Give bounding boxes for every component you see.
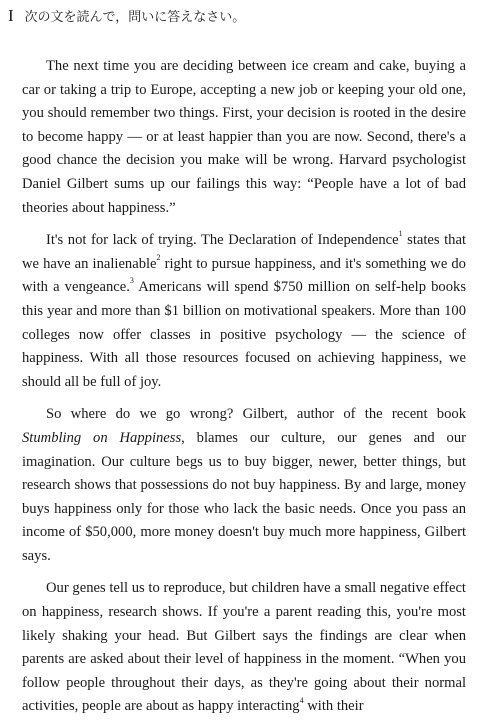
paragraph-text: So where do we go wrong? Gilbert, author of the recent book <box>46 406 466 423</box>
paragraph-text: Americans will spend $750 million on self-help books this year and more than $1 billion on motivational speakers. More than 100 colleges now offer classes in positive psychology — the science of happiness. With all those resources focused on achieving happiness, we should all be full of joy. <box>22 279 466 390</box>
paragraph-text: , blames our culture, our genes and our imagination. Our culture begs us to buy bigger, newer, better things, but research shows that possessions do not buy happiness. By and large, money buys happiness only for those who lack the basic needs. Once you pass an income of $50,000, more money doesn't buy much more happiness, Gilbert says. <box>22 429 466 564</box>
question-header <box>8 6 245 28</box>
paragraph-text: Our genes tell us to reproduce, but children have a small negative effect on happiness, research shows. If you're a parent reading this, you're most likely shaking your head. But Gilbert says the findings are clear when parents are asked about their level of happiness in the moment. “When you follow people throughout their days, as they're going about their normal activities, people are about as happy interacting <box>22 580 466 715</box>
paragraph-text: The next time you are deciding between ice cream and cake, buying a car or taking a trip to Europe, accepting a new job or keeping your old one, you should remember two things. First, your decision is rooted in the desire to become happy — or at least happier than you are now. Second, there's a good chance the decision you make will be wrong. Harvard psychologist Daniel Gilbert sums up our failings this way: “People have a lot of bad theories about happiness.” <box>22 58 466 216</box>
paragraph-text: It's not for lack of trying. The Declaration of Independence <box>46 232 399 249</box>
footnote-marker: 4 <box>299 695 304 705</box>
paragraph-4 <box>22 577 466 719</box>
paragraph-1 <box>22 55 466 220</box>
section-numeral: I <box>8 6 14 25</box>
paragraph-text: with their <box>303 698 364 715</box>
footnote-marker: 3 <box>129 276 134 286</box>
paragraph-2 <box>22 229 466 394</box>
paragraph-text: right to pursue happiness, and it's something we do with a vengeance. <box>22 255 466 296</box>
footnote-marker: 1 <box>398 229 403 239</box>
paragraph-text: states that we have an inalienable <box>22 232 467 272</box>
reading-passage <box>22 55 466 728</box>
footnote-marker: 2 <box>156 252 161 262</box>
paragraph-3 <box>22 403 466 568</box>
instruction-text: 次の文を読んで，問いに答えなさい。 <box>24 10 246 25</box>
book-title: Stumbling on Happiness <box>22 429 182 446</box>
